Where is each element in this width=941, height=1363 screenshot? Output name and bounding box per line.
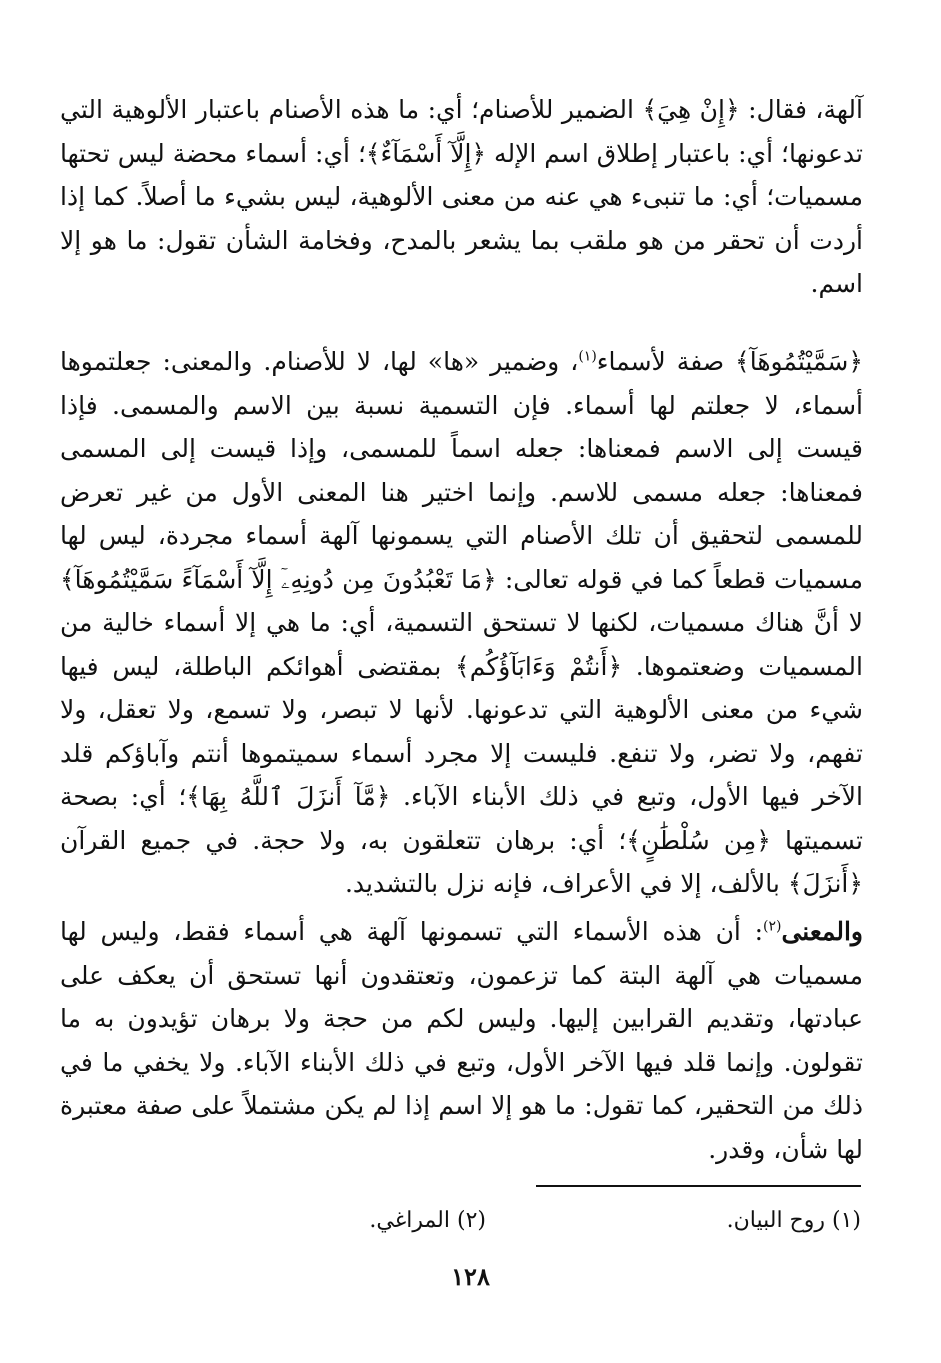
footnote-divider [536,1185,861,1187]
footnote-ref-2: (٢) [763,918,782,935]
paragraph-2-lead: ﴿سَمَّيْتُمُوهَآ﴾ صفة لأسماء [596,347,864,376]
paragraph-3-lead: والمعنى [781,917,863,946]
footnote-1: (١) روح البيان. [726,1208,861,1233]
paragraph-2 [60,340,863,906]
paragraph-3 [60,910,863,1171]
paragraph-1: آلهة، فقال: ﴿إِنْ هِيَ﴾ الضمير للأصنام؛ أي: ما هذه الأصنام باعتبار الألوهية التي تدعونها؛ أي: باعتبار إطلاق اسم الإله ﴿إِلَّآ أَسْمَآءٌ﴾؛ أي: أسماء محضة ليس تحتها مسميات؛ أي: ما تنبىء هي عنه من معنى الألوهية، ليس بشيء ما أصلاً. كما إذا أردت أن تحقر من هو ملقب بما يشعر بالمدح، وفخامة الشأن تقول: ما هو إلا اسم. [60,95,863,298]
page-number: ١٢٨ [451,1262,490,1291]
paragraph-3-body: : أن هذه الأسماء التي تسمونها آلهة هي أسماء فقط، وليس لها مسميات هي آلهة البتة كما تزعمون، وتعتقدون أنها تستحق أن يعكف على عبادتها، وتقديم القرابين إليها. وليس لكم من حجة ولا برهان تؤيدون به ما تقولون. وإنما قلد فيها الآخر الأول، وتبع في ذلك الأبناء الآباء. ولا يخفي ما في ذلك من التحقير، كما تقول: ما هو إلا اسم إذا لم يكن مشتملاً على صفة معتبرة لها شأن، وقدر. [60,917,863,1164]
paragraph-2-body: ، وضمير «ها» لها، لا للأصنام. والمعنى: جعلتموها أسماء، لا جعلتم لها أسماء. فإن التسمية نسبة بين الاسم والمسمى. فإذا قيست إلى الاسم فمعناها: جعله اسماً للمسمى، وإذا قيست إلى المسمى فمعناها: جعله مسمى للاسم. وإنما اختير هنا المعنى الأول من غير تعرض للمسمى لتحقيق أن تلك الأصنام التي يسمونها آلهة أسماء مجردة، ليس لها مسميات قطعاً كما في قوله تعالى: ﴿مَا تَعْبُدُونَ مِن دُونِهِۦٓ إِلَّآ أَسْمَآءً سَمَّيْتُمُوهَآ﴾ لا أنَّ هناك مسميات، لكنها لا تستحق التسمية، أي: ما هي إلا أسماء خالية من المسميات وضعتموها. ﴿أَنتُمْ وَءَابَآؤُكُم﴾ بمقتضى أهوائكم الباطلة، ليس فيها شيء من معنى الألوهية التي تدعونها. لأنها لا تبصر، ولا تسمع، ولا تعقل، ولا تفهم، ولا تضر، ولا تنفع. فليست إلا مجرد أسماء سميتموها أنتم وآباؤكم قلد الآخر فيها الأول، وتبع في ذلك الأبناء الآباء. ﴿مَّآ أَنزَلَ ٱللَّهُ بِهَا﴾؛ أي: بصحة تسميتها ﴿مِن سُلْطَٰنٍ﴾؛ أي: برهان تتعلقون به، ولا حجة. في جميع القرآن ﴿أَنزَلَ﴾ بالألف، إلا في الأعراف، فإنه نزل بالتشديد. [60,347,863,898]
footnote-ref-1: (١) [578,348,597,365]
footnote-2: (٢) المراغي. [369,1208,486,1233]
